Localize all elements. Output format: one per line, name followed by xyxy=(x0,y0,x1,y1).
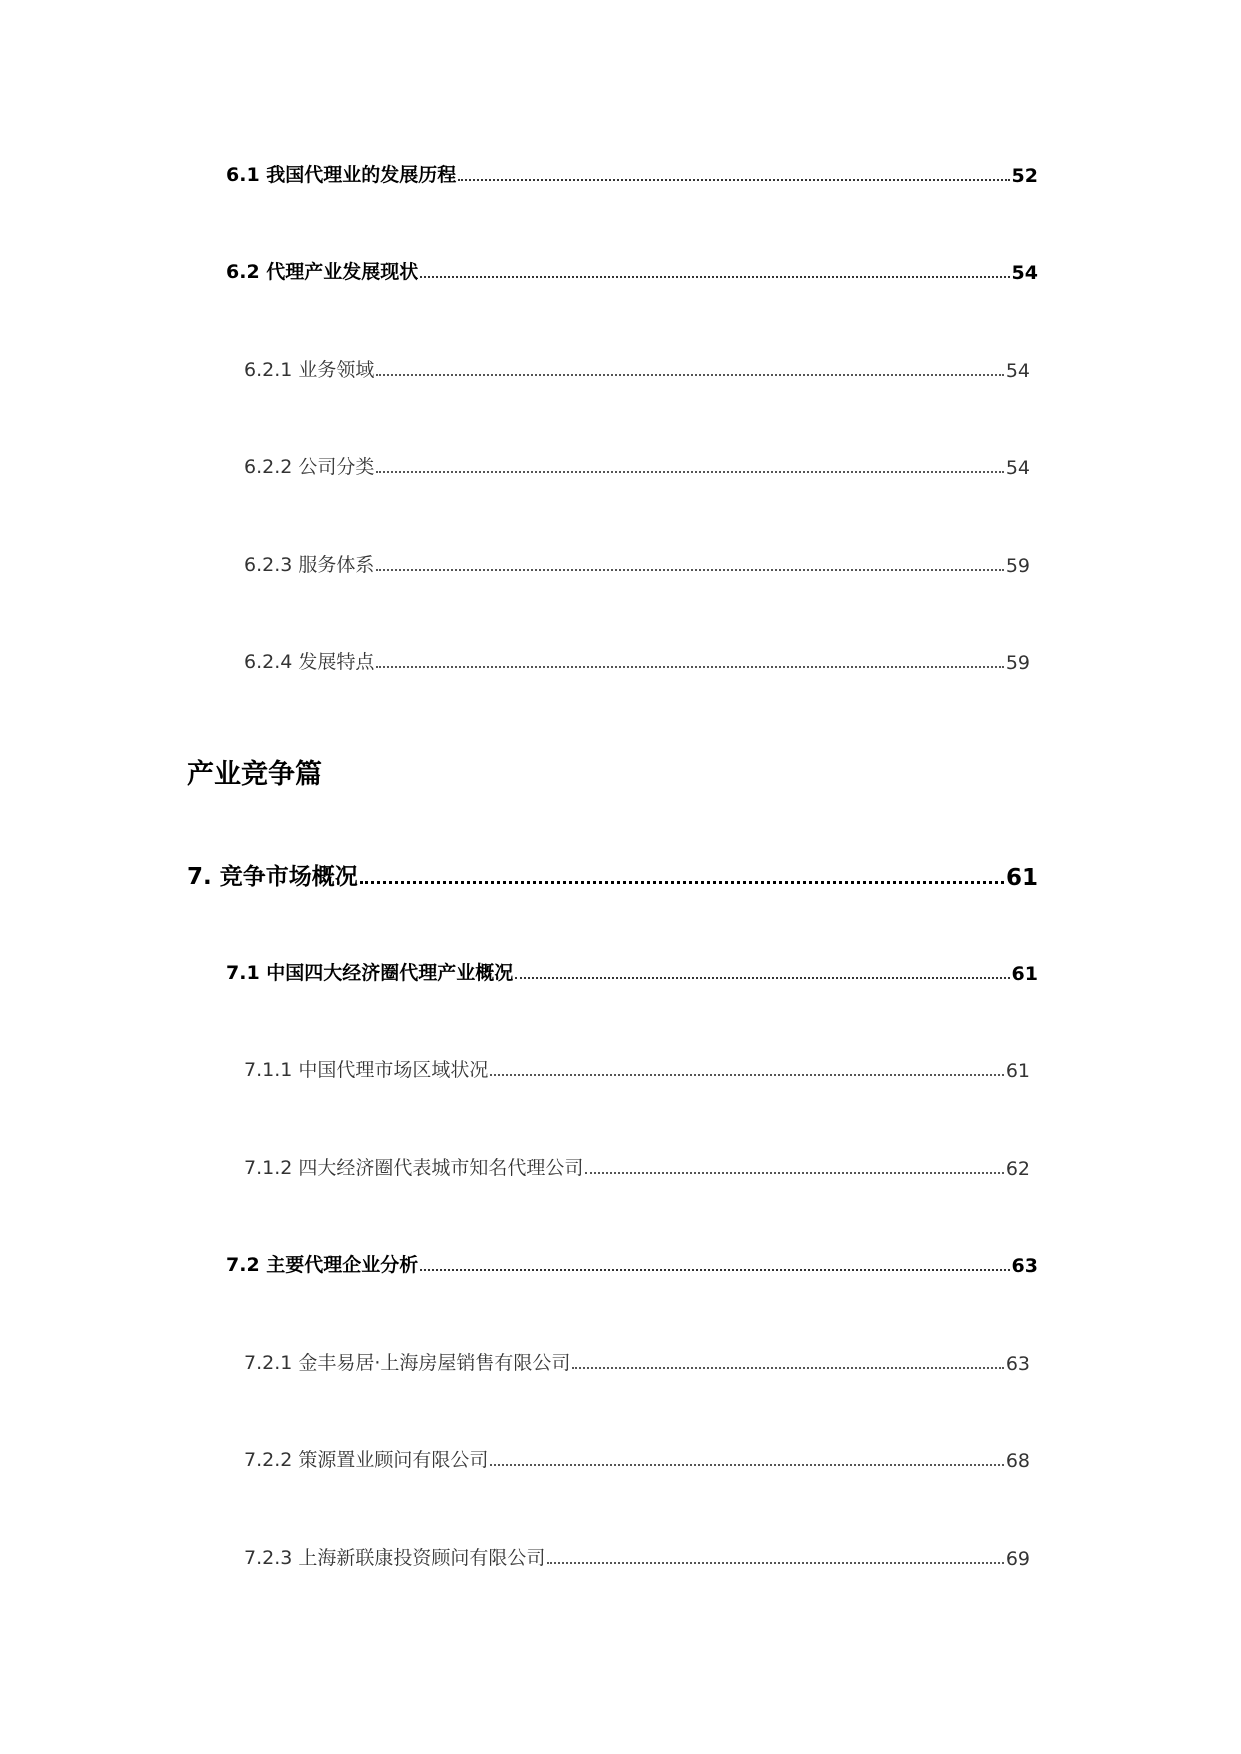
toc-entry-page: 61 xyxy=(1005,865,1038,891)
section-heading: 产业竞争篇 xyxy=(187,759,322,790)
toc-entry-6-2[interactable] xyxy=(226,257,1038,284)
toc-entry-label: 7. 竞争市场概况 xyxy=(187,864,358,890)
toc-entry-label: 7.2.1 金丰易居·上海房屋销售有限公司 xyxy=(244,1352,571,1374)
toc-entry-7-2-3[interactable] xyxy=(244,1543,1030,1570)
toc-entry-page: 68 xyxy=(1005,1450,1030,1472)
toc-entry-page: 63 xyxy=(1005,1353,1030,1375)
toc-entry-page: 59 xyxy=(1005,555,1030,577)
toc-entry-page: 61 xyxy=(1005,1060,1030,1082)
dot-leader xyxy=(376,374,1003,376)
toc-entry-label: 7.1 中国四大经济圈代理产业概况 xyxy=(226,962,514,984)
dot-leader xyxy=(376,471,1003,473)
toc-entry-6-2-4[interactable] xyxy=(244,647,1030,674)
toc-entry-7-2[interactable] xyxy=(226,1250,1038,1277)
toc-entry-label: 6.2.3 服务体系 xyxy=(244,554,375,576)
toc-entry-6-2-3[interactable] xyxy=(244,550,1030,577)
toc-entry-page: 69 xyxy=(1005,1548,1030,1570)
toc-entry-page: 61 xyxy=(1011,963,1038,985)
toc-entry-label: 7.1.2 四大经济圈代表城市知名代理公司 xyxy=(244,1157,584,1179)
dot-leader xyxy=(585,1172,1003,1174)
toc-entry-label: 6.2.1 业务领域 xyxy=(244,359,375,381)
dot-leader xyxy=(490,1074,1003,1076)
toc-entry-7-1-1[interactable] xyxy=(244,1055,1030,1082)
toc-entry-label: 6.1 我国代理业的发展历程 xyxy=(226,164,457,186)
toc-entry-7-1-2[interactable] xyxy=(244,1153,1030,1180)
toc-entry-6-2-2[interactable] xyxy=(244,452,1030,479)
toc-entry-7-2-1[interactable] xyxy=(244,1348,1030,1375)
toc-entry-page: 63 xyxy=(1011,1255,1038,1277)
dot-leader xyxy=(515,977,1009,979)
toc-entry-6-2-1[interactable] xyxy=(244,355,1030,382)
toc-entry-page: 54 xyxy=(1011,262,1038,284)
toc-entry-page: 59 xyxy=(1005,652,1030,674)
dot-leader xyxy=(547,1562,1003,1564)
toc-entry-7[interactable] xyxy=(187,858,1038,891)
dot-leader xyxy=(360,881,1004,884)
toc-entry-label: 7.2 主要代理企业分析 xyxy=(226,1254,419,1276)
toc-entry-page: 54 xyxy=(1005,360,1030,382)
toc-entry-label: 6.2 代理产业发展现状 xyxy=(226,261,419,283)
toc-entry-page: 52 xyxy=(1011,165,1038,187)
toc-entry-7-1[interactable] xyxy=(226,958,1038,985)
toc-entry-7-2-2[interactable] xyxy=(244,1445,1030,1472)
dot-leader xyxy=(376,666,1003,668)
dot-leader xyxy=(376,569,1003,571)
dot-leader xyxy=(490,1464,1003,1466)
toc-entry-label: 6.2.2 公司分类 xyxy=(244,456,375,478)
dot-leader xyxy=(572,1367,1003,1369)
toc-entry-6-1[interactable] xyxy=(226,160,1038,187)
dot-leader xyxy=(420,276,1009,278)
toc-entry-label: 7.1.1 中国代理市场区域状况 xyxy=(244,1059,489,1081)
toc-entry-page: 54 xyxy=(1005,457,1030,479)
dot-leader xyxy=(458,179,1009,181)
toc-entry-page: 62 xyxy=(1005,1158,1030,1180)
dot-leader xyxy=(420,1269,1009,1271)
toc-entry-label: 7.2.3 上海新联康投资顾问有限公司 xyxy=(244,1547,546,1569)
toc-entry-label: 6.2.4 发展特点 xyxy=(244,651,375,673)
toc-entry-label: 7.2.2 策源置业顾问有限公司 xyxy=(244,1449,489,1471)
